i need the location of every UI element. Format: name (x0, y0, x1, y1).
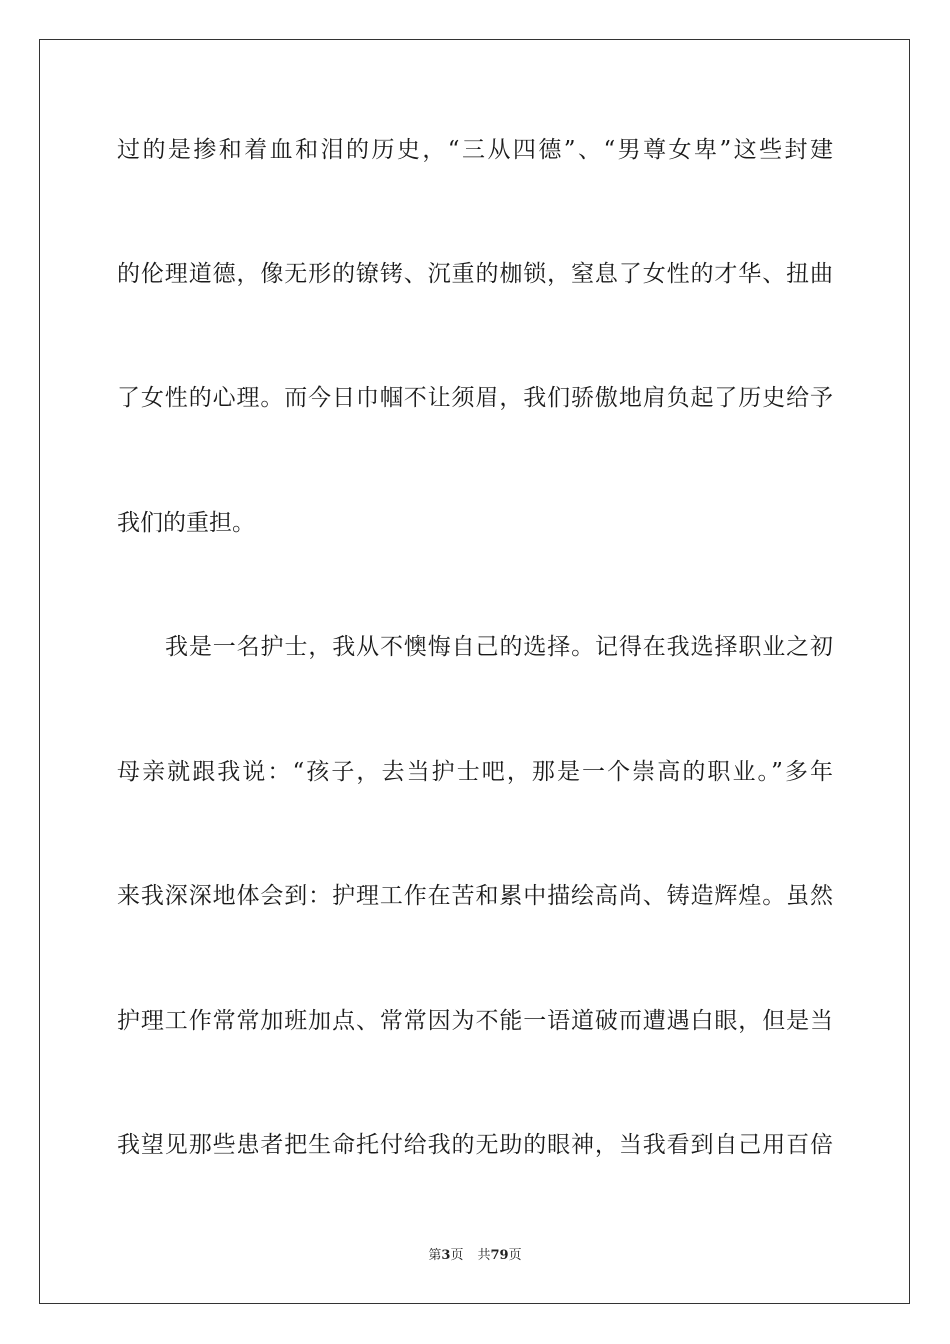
page-footer (0, 1248, 950, 1264)
body-text-line-7: 来我深深地体会到：护理工作在苦和累中描绘高尚、铸造辉煌。虽然 (117, 883, 833, 909)
page-border (39, 39, 910, 1304)
body-text-line-2: 的伦理道德，像无形的镣铐、沉重的枷锁，窒息了女性的才华、扭曲 (117, 261, 833, 287)
footer-total-pages: 79 (490, 1248, 509, 1263)
body-text-line-8: 护理工作常常加班加点、常常因为不能一语道破而遭遇白眼，但是当 (117, 1008, 833, 1034)
body-text-line-5: 我是一名护士，我从不懊悔自己的选择。记得在我选择职业之初 (165, 634, 833, 660)
body-text-line-3: 了女性的心理。而今日巾帼不让须眉，我们骄傲地肩负起了历史给予 (117, 385, 833, 411)
footer-page-suffix: 页 (450, 1248, 464, 1263)
body-text-line-1: 过的是掺和着血和泪的历史，“三从四德”、“男尊女卑”这些封建 (117, 137, 833, 163)
footer-page-number: 3 (441, 1248, 451, 1263)
body-text-line-4: 我们的重担。 (117, 510, 255, 536)
footer-total-suffix: 页 (508, 1248, 522, 1263)
footer-page-prefix: 第 (428, 1248, 442, 1263)
body-text-line-9: 我望见那些患者把生命托付给我的无助的眼神，当我看到自己用百倍 (117, 1132, 833, 1158)
body-text-line-6: 母亲就跟我说：“孩子，去当护士吧，那是一个崇高的职业。”多年 (117, 759, 833, 785)
footer-total-prefix: 共 (477, 1248, 491, 1263)
